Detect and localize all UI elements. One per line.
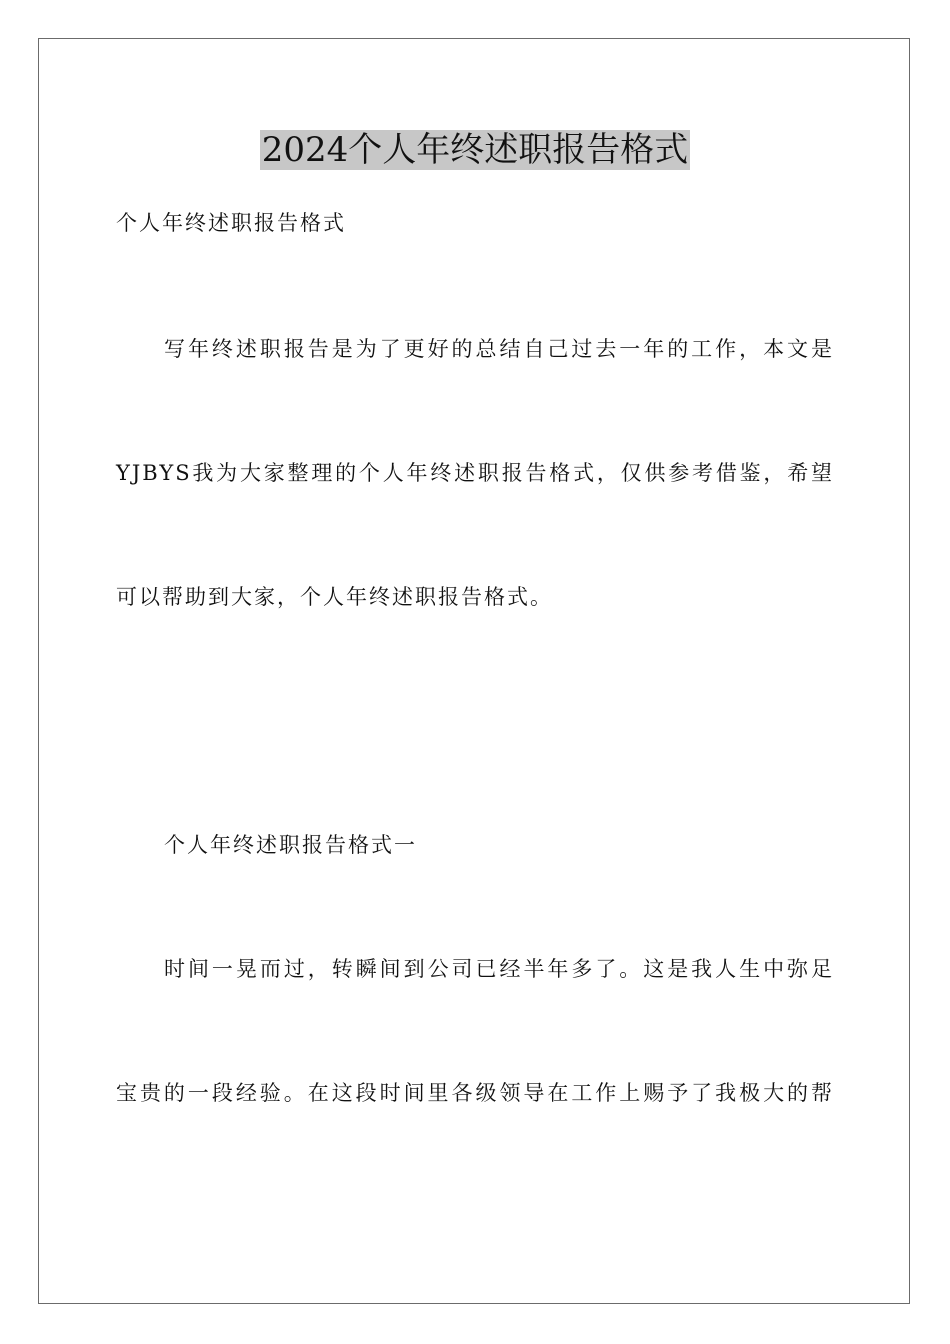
section-heading: 个人年终述职报告格式一 [164, 833, 417, 857]
intro-line-1: 写年终述职报告是为了更好的总结自己过去一年的工作，本文是 [164, 337, 834, 361]
intro-line-2: YJBYS我为大家整理的个人年终述职报告格式，仅供参考借鉴，希望 [116, 461, 834, 485]
document-title-text: 2024个人年终述职报告格式 [261, 130, 689, 170]
body-line-1: 时间一晃而过，转瞬间到公司已经半年多了。这是我人生中弥足 [164, 957, 834, 981]
document-title [0, 124, 950, 176]
body-line-2: 宝贵的一段经验。在这段时间里各级领导在工作上赐予了我极大的帮 [116, 1081, 834, 1105]
document-subtitle: 个人年终述职报告格式 [116, 211, 346, 235]
intro-line-3: 可以帮助到大家，个人年终述职报告格式。 [116, 585, 553, 609]
